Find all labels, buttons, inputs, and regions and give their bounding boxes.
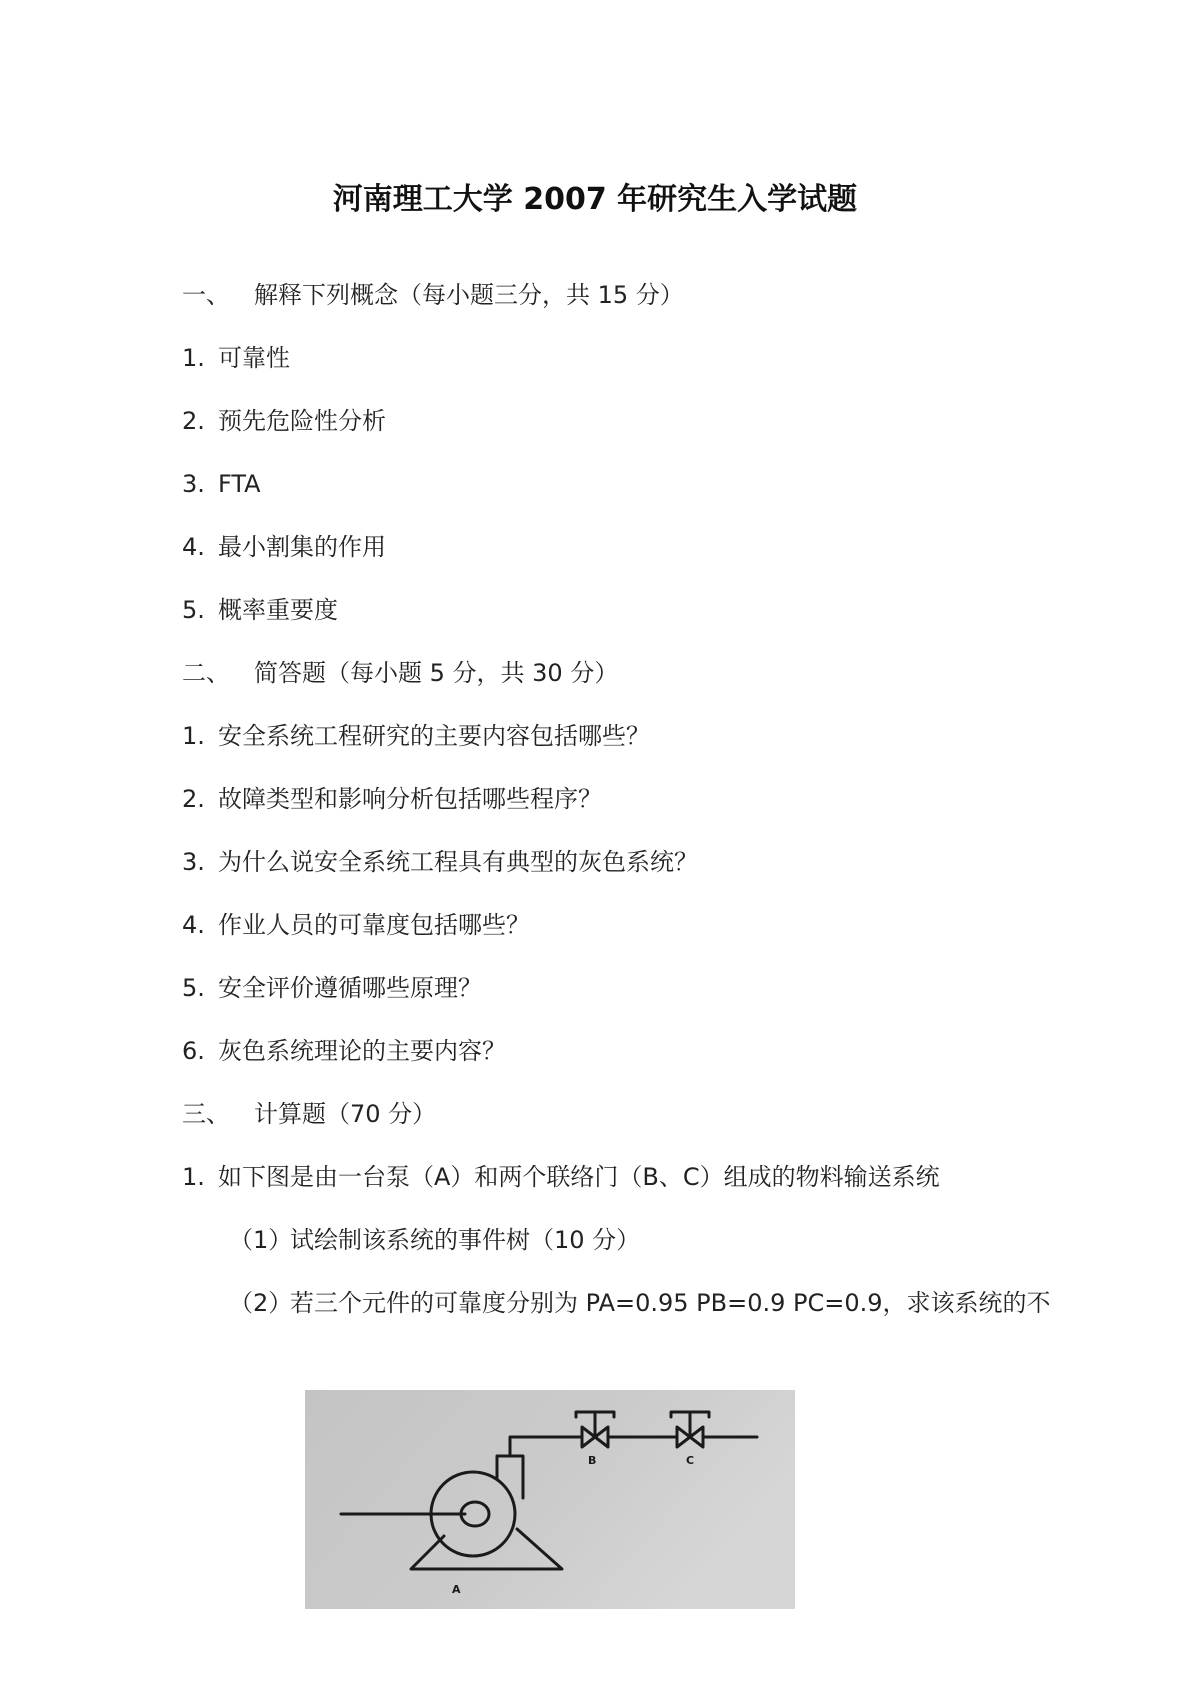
- question-text: 概率重要度: [218, 595, 338, 624]
- question-text: 最小割集的作用: [218, 532, 386, 561]
- question-item: [182, 390, 1162, 453]
- section-number: 三、: [182, 1099, 230, 1128]
- question-item: [182, 327, 1162, 390]
- question-item: [182, 705, 1162, 768]
- photo-background: [305, 1390, 795, 1609]
- exam-title: 河南理工大学 2007 年研究生入学试题: [332, 182, 858, 217]
- question-number: 2.: [182, 784, 205, 813]
- question-text: 作业人员的可靠度包括哪些？: [218, 910, 530, 939]
- valve-c-label: C: [686, 1454, 695, 1467]
- question-item: [182, 516, 1162, 579]
- question-number: 2.: [182, 406, 205, 435]
- question-text: 故障类型和影响分析包括哪些程序？: [218, 784, 602, 813]
- question-text: 灰色系统理论的主要内容？: [218, 1036, 506, 1065]
- sub-question-text: 试绘制该系统的事件树（10 分）: [290, 1225, 641, 1254]
- section-heading-3: [182, 1083, 1162, 1146]
- question-number: 5.: [182, 595, 205, 624]
- question-number: 1.: [182, 1162, 205, 1191]
- question-number: 3.: [182, 469, 205, 498]
- question-item: [182, 831, 1162, 894]
- question-item: [182, 1146, 1162, 1209]
- question-text: 安全评价遵循哪些原理？: [218, 973, 482, 1002]
- question-number: 1.: [182, 343, 205, 372]
- question-number: 6.: [182, 1036, 205, 1065]
- pump-label: A: [452, 1583, 461, 1596]
- question-item: [182, 1020, 1162, 1083]
- section-title: 简答题（每小题 5 分，共 30 分）: [254, 658, 619, 687]
- question-number: 1.: [182, 721, 205, 750]
- section-number: 二、: [182, 658, 230, 687]
- question-text: 可靠性: [218, 343, 290, 372]
- question-item: [182, 957, 1162, 1020]
- question-text: 安全系统工程研究的主要内容包括哪些？: [218, 721, 650, 750]
- question-number: 3.: [182, 847, 205, 876]
- section-number: 一、: [182, 280, 230, 309]
- sub-question-text: 若三个元件的可靠度分别为 PA=0.95 PB=0.9 PC=0.9，求该系统的不: [290, 1288, 1051, 1317]
- question-number: 4.: [182, 532, 205, 561]
- pump-system-figure: [305, 1390, 795, 1609]
- section-heading-2: [182, 642, 1162, 705]
- question-item: [182, 894, 1162, 957]
- sub-question-item: [182, 1272, 1162, 1335]
- sub-question-number: （1）: [229, 1225, 293, 1254]
- sub-question-number: （2）: [229, 1288, 293, 1317]
- question-text: FTA: [218, 469, 261, 498]
- section-title: 解释下列概念（每小题三分，共 15 分）: [254, 280, 684, 309]
- question-number: 5.: [182, 973, 205, 1002]
- section-heading-1: [182, 264, 1162, 327]
- question-text: 为什么说安全系统工程具有典型的灰色系统？: [218, 847, 698, 876]
- question-text: 预先危险性分析: [218, 406, 386, 435]
- question-item: [182, 453, 1162, 516]
- question-number: 4.: [182, 910, 205, 939]
- pump-system-diagram: [305, 1390, 795, 1609]
- section-title: 计算题（70 分）: [254, 1099, 437, 1128]
- sub-question-item: [182, 1209, 1162, 1272]
- question-item: [182, 579, 1162, 642]
- question-item: [182, 768, 1162, 831]
- question-text: 如下图是由一台泵（A）和两个联络门（B、C）组成的物料输送系统: [218, 1162, 940, 1191]
- exam-content: [182, 264, 1162, 1335]
- valve-b-label: B: [588, 1454, 597, 1467]
